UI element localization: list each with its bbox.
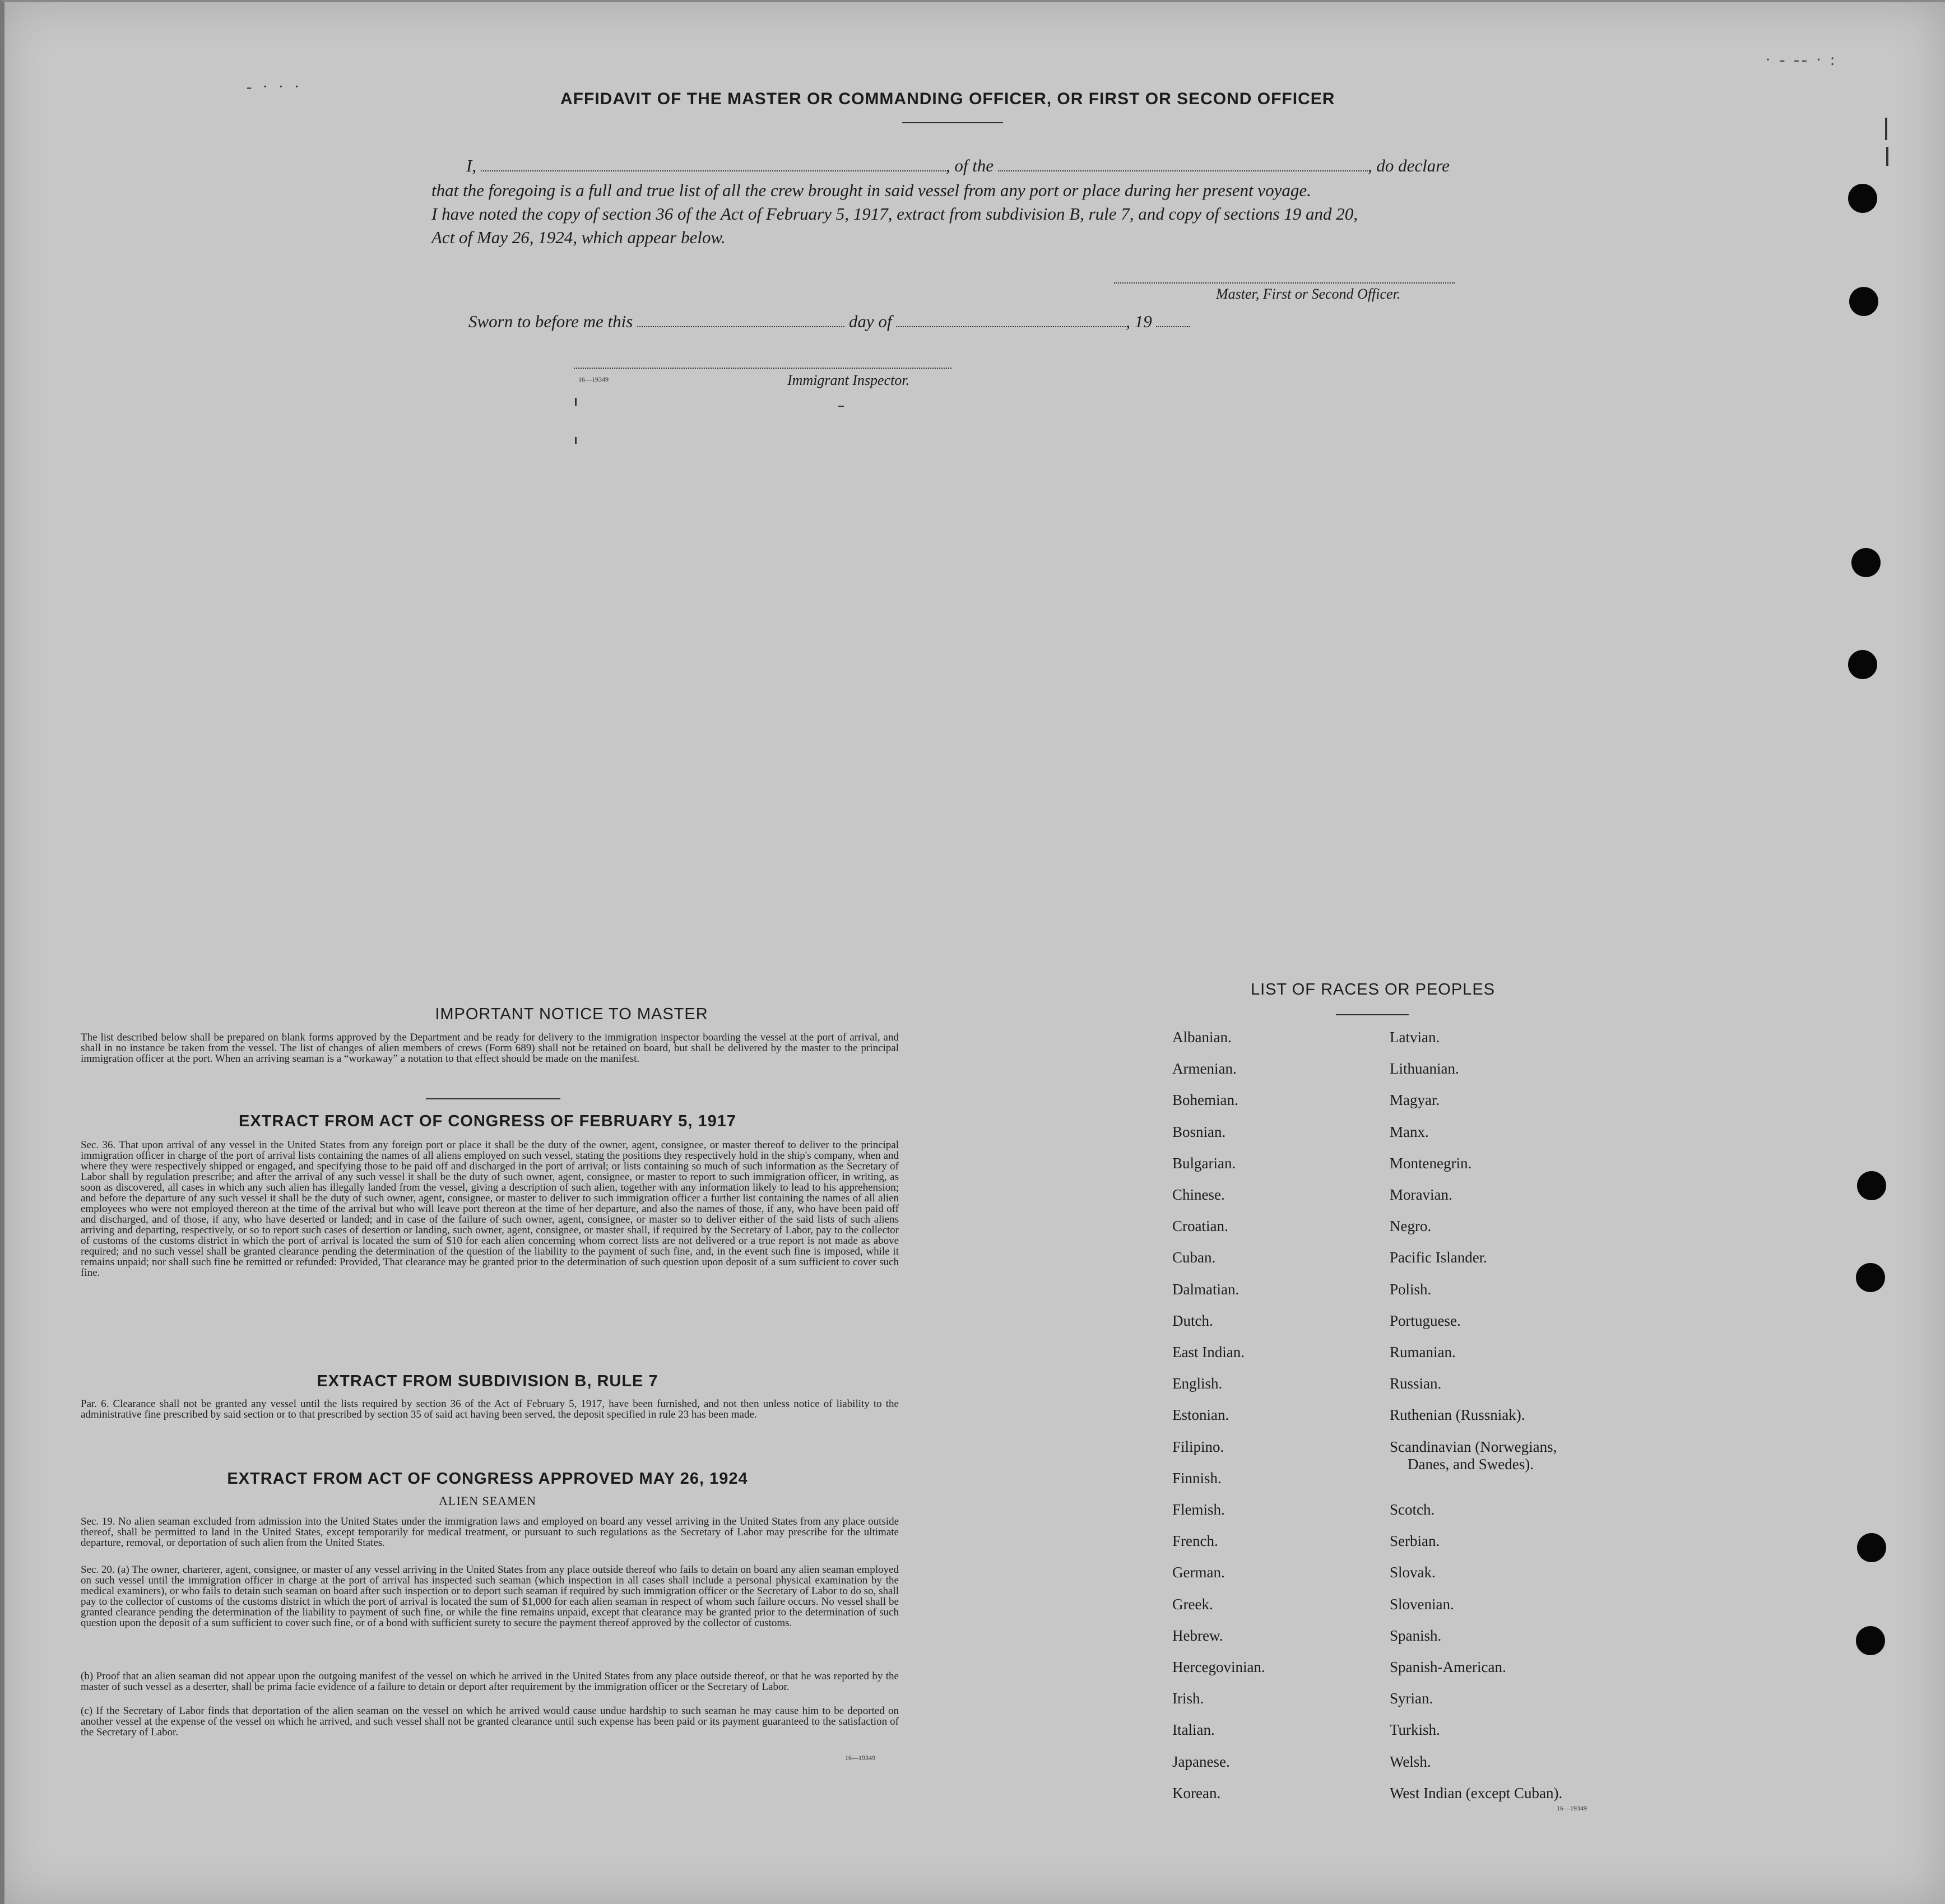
- race-item: Scotch.: [1390, 1501, 1435, 1518]
- race-item: Albanian.: [1172, 1029, 1232, 1046]
- day-blank: [637, 314, 844, 327]
- race-item: West Indian (except Cuban).: [1390, 1785, 1563, 1801]
- race-item: Italian.: [1172, 1721, 1215, 1738]
- affidavit-of-the: , of the: [945, 156, 994, 175]
- race-item: Hercegovinian.: [1172, 1659, 1265, 1675]
- inspector-blank: [574, 359, 951, 369]
- race-item: Turkish.: [1390, 1721, 1440, 1738]
- binder-hole: [1848, 184, 1877, 213]
- race-item: Hebrew.: [1172, 1627, 1223, 1644]
- extract-rule7-body: Par. 6. Clearance shall not be granted any vessel until the lists required by section 36 of the Act of February 5, 1917, have been furnished, and not then unless notice of liability to the administrative fine prescribed by said section or to that prescribed by section 35 of said act having been served, the deposit specified in rule 23 has been made.: [81, 1398, 899, 1420]
- affidavit-line-1: [466, 156, 1450, 176]
- binder-hole: [1857, 1171, 1886, 1200]
- binder-hole: [1851, 548, 1881, 577]
- form-number: 16—19349: [578, 375, 609, 383]
- binder-hole: [1848, 650, 1877, 679]
- extract-rule7-title: EXTRACT FROM SUBDIVISION B, RULE 7: [317, 1372, 658, 1390]
- affidavit-line-4: Act of May 26, 1924, which appear below.: [431, 227, 726, 247]
- binder-hole: [1856, 1263, 1885, 1292]
- section-divider: [426, 1098, 560, 1099]
- race-item: Lithuanian.: [1390, 1060, 1459, 1077]
- race-item: Moravian.: [1390, 1186, 1452, 1203]
- sec20c-body: (c) If the Secretary of Labor finds that deportation of the alien seaman on the vessel on which he arrived would cause undue hardship to such seaman he may cause him to be deported on another vessel at the expense of the vessel on which he arrived, and such vessel shall not be granted clearance until such expense has been paid or its payment guaranteed to the satisfaction of the Secretary of Labor.: [81, 1705, 899, 1738]
- races-title-underline: [1336, 1014, 1409, 1015]
- extract-1924-title: EXTRACT FROM ACT OF CONGRESS APPROVED MAY 26, 1924: [227, 1470, 748, 1488]
- sworn-year: , 19: [1126, 312, 1152, 331]
- affidavit-line-2: that the foregoing is a full and true list of all the crew brought in said vessel from any port or place during her present voyage.: [431, 180, 1311, 200]
- race-item: Russian.: [1390, 1375, 1442, 1392]
- extract-1917-title: EXTRACT FROM ACT OF CONGRESS OF FEBRUARY 5, 1917: [238, 1112, 737, 1130]
- binder-hole: [1849, 287, 1878, 316]
- sworn-prefix: Sworn to before me this: [468, 312, 633, 331]
- race-item: Slovak.: [1390, 1564, 1436, 1581]
- race-item: Flemish.: [1172, 1501, 1225, 1518]
- affidavit-title: AFFIDAVIT OF THE MASTER OR COMMANDING OFFICER, OR FIRST OR SECOND OFFICER: [560, 90, 1335, 108]
- race-item: Cuban.: [1172, 1249, 1216, 1266]
- signature-label: Master, First or Second Officer.: [1216, 286, 1401, 302]
- race-item: Polish.: [1390, 1281, 1432, 1298]
- race-item: German.: [1172, 1564, 1225, 1581]
- race-item: Ruthenian (Russniak).: [1390, 1406, 1525, 1423]
- race-item: Scandinavian (Norwegians,: [1390, 1438, 1557, 1455]
- race-item: Rumanian.: [1390, 1344, 1456, 1360]
- race-item: Latvian.: [1390, 1029, 1440, 1046]
- affidavit-i: I,: [466, 156, 477, 175]
- race-item: Montenegrin.: [1390, 1155, 1472, 1172]
- faint-mark: [1885, 118, 1887, 140]
- sworn-day: day of: [848, 312, 892, 331]
- race-item: Armenian.: [1172, 1060, 1237, 1077]
- race-item: Bosnian.: [1172, 1123, 1226, 1140]
- race-item: English.: [1172, 1375, 1223, 1392]
- race-item: Negro.: [1390, 1218, 1432, 1234]
- race-item: Syrian.: [1390, 1690, 1433, 1707]
- race-item: Dalmatian.: [1172, 1281, 1240, 1298]
- race-item: Manx.: [1390, 1123, 1429, 1140]
- notice-body: The list described below shall be prepared on blank forms approved by the Department and be ready for delivery to the immigration inspector boarding the vessel at the port of arrival, and shall in no instance be taken from the vessel. The list of changes of alien members of crews (Form 689) shall not be retained on board, but shall be delivered by the master to the principal immigration officer at the port. When an arriving seaman is a “workaway” a notation to that effect should be made on the manifest.: [81, 1032, 899, 1065]
- race-item: Dutch.: [1172, 1312, 1213, 1329]
- faint-mark: [1886, 147, 1888, 166]
- race-item: Welsh.: [1390, 1753, 1431, 1770]
- notice-title: IMPORTANT NOTICE TO MASTER: [435, 1005, 708, 1023]
- race-item: Spanish-American.: [1390, 1659, 1506, 1675]
- faint-mark: [575, 398, 577, 406]
- race-item: Serbian.: [1390, 1533, 1440, 1549]
- form-number: 16—19349: [1557, 1804, 1587, 1812]
- race-item: East Indian.: [1172, 1344, 1245, 1360]
- month-blank: [896, 314, 1126, 327]
- race-item: Irish.: [1172, 1690, 1204, 1707]
- race-item: French.: [1172, 1533, 1218, 1549]
- race-item: Estonian.: [1172, 1406, 1229, 1423]
- race-item: Croatian.: [1172, 1218, 1228, 1234]
- name-blank: [481, 158, 946, 171]
- race-item: Magyar.: [1390, 1092, 1440, 1108]
- sec19-body: Sec. 19. No alien seaman excluded from admission into the United States under the immigration laws and employed on board any vessel arriving in the United States from any place outside thereof, shall be permitted to land in the United States, except temporarily for medical treatment, or pursuant to such regulations as the Secretary of Labor may prescribe for the ultimate departure, removal, or deportation of such alien from the United States.: [81, 1516, 899, 1549]
- faint-mark: [575, 437, 577, 444]
- race-item: Bulgarian.: [1172, 1155, 1236, 1172]
- sworn-line: [468, 312, 1190, 332]
- vessel-blank: [998, 158, 1368, 171]
- race-item: Bohemian.: [1172, 1092, 1238, 1108]
- extract-1917-body: Sec. 36. That upon arrival of any vessel in the United States from any foreign port or place it shall be the duty of the owner, agent, consignee, or master thereof to deliver to the principal immigration officer in charge of the port of arrival lists containing the names of all aliens employed on such vessel, stating the positions they respectively hold in the ship's company, when and where they were respectively shipped or engaged, and specifying those to be paid off and discharged in the port of arrival; or lists containing so much of such information as the Secretary of Labor shall by regulation prescribe; and after the arrival of any such vessel it shall be the duty of such owner, agent, consignee, or master to report to such immigration officer, in writing, as soon as discovered, all cases in which any such alien has illegally landed from the vessel, giving a description of such alien, together with any information likely to lead to his apprehension; and before the departure of any such vessel it shall be the duty of such owner, agent, consignee, or master to deliver to such immigration officer a further list containing the names of all alien employees who were not employed thereon at the time of the arrival but who will leave port thereon at the time of her departure, and also the names of those, if any, who have been paid off and discharged, and of those, if any, who have deserted or landed; and in case of the failure of such owner, agent, consignee, or master so to deliver either of the said lists of such aliens arriving and departing, respectively, or so to report such cases of desertion or landing, such owner, agent, consignee, or master shall, if required by the Secretary of Labor, pay to the collector of customs of the customs district in which the port of arrival is located the sum of $10 for each alien concerning whom correct lists are not delivered or a true report is not made as above required; and no such vessel shall be granted clearance pending the determination of the question of the liability to the payment of such fine, and, in the event such fine is imposed, while it remains unpaid; nor shall such fine be remitted or refunded: Provided, That clearance may be granted prior to the determination of such question upon deposit of a sum sufficient to cover such fine.: [81, 1139, 899, 1279]
- faint-mark: [838, 406, 844, 407]
- race-item: Pacific Islander.: [1390, 1249, 1487, 1266]
- signature-blank: [1114, 271, 1455, 284]
- race-item: Greek.: [1172, 1596, 1213, 1613]
- race-item: Finnish.: [1172, 1470, 1222, 1487]
- inspector-label: Immigrant Inspector.: [787, 372, 910, 388]
- race-item: Slovenian.: [1390, 1596, 1454, 1613]
- sec20b-body: (b) Proof that an alien seaman did not appear upon the outgoing manifest of the vessel on which he arrived in the United States from any place outside thereof, or that he was reported by the master of such vessel as a deserter, shall be prima facie evidence of a failure to detain or deport after requirement by the immigration officer or the Secretary of Labor.: [81, 1670, 899, 1693]
- form-number: 16—19349: [845, 1754, 875, 1762]
- binder-hole: [1857, 1533, 1886, 1562]
- race-item: Chinese.: [1172, 1186, 1225, 1203]
- races-title: LIST OF RACES OR PEOPLES: [1250, 981, 1496, 999]
- title-underline: [902, 122, 1003, 123]
- race-item: Spanish.: [1390, 1627, 1442, 1644]
- year-blank: [1156, 314, 1190, 327]
- extract-1924-subtitle: ALIEN SEAMEN: [439, 1494, 536, 1508]
- affidavit-line-3: I have noted the copy of section 36 of the Act of February 5, 1917, extract from subdivision B, rule 7, and copy of sections 19 and 20,: [431, 204, 1358, 224]
- race-item: Portuguese.: [1390, 1312, 1461, 1329]
- binder-hole: [1856, 1626, 1885, 1655]
- scan-artifact: - · · ·: [247, 78, 303, 96]
- corner-artifact: · - -- · :: [1765, 50, 1837, 69]
- race-item: Korean.: [1172, 1785, 1221, 1801]
- race-item: Danes, and Swedes).: [1408, 1456, 1534, 1473]
- sec20a-body: Sec. 20. (a) The owner, charterer, agent, consignee, or master of any vessel arriving in the United States from any place outside thereof who fails to detain on board any alien seaman employed on such vessel until the immigration officer in charge at the port of arrival has inspected such seaman (which inspection in all cases shall include a personal physical examination by the medical examiners), or who fails to detain such seaman on board after such inspection or to deport such seaman if required by such immigration officer or the Secretary of Labor to do so, shall pay to the collector of customs of the customs district in which the port of arrival is located the sum of $1,000 for each alien seaman in respect of whom such failure occurs. No vessel shall be granted clearance pending the determination of the liability to payment of such fine, or while the fine remains unpaid, except that clearance may be granted prior to the determination of such question upon the deposit of a sum sufficient to cover such fine, or of a bond with sufficient surety to secure the payment thereof approved by the collector of customs.: [81, 1564, 899, 1629]
- race-item: Filipino.: [1172, 1438, 1224, 1455]
- race-item: Japanese.: [1172, 1753, 1230, 1770]
- affidavit-declare: , do declare: [1367, 156, 1450, 175]
